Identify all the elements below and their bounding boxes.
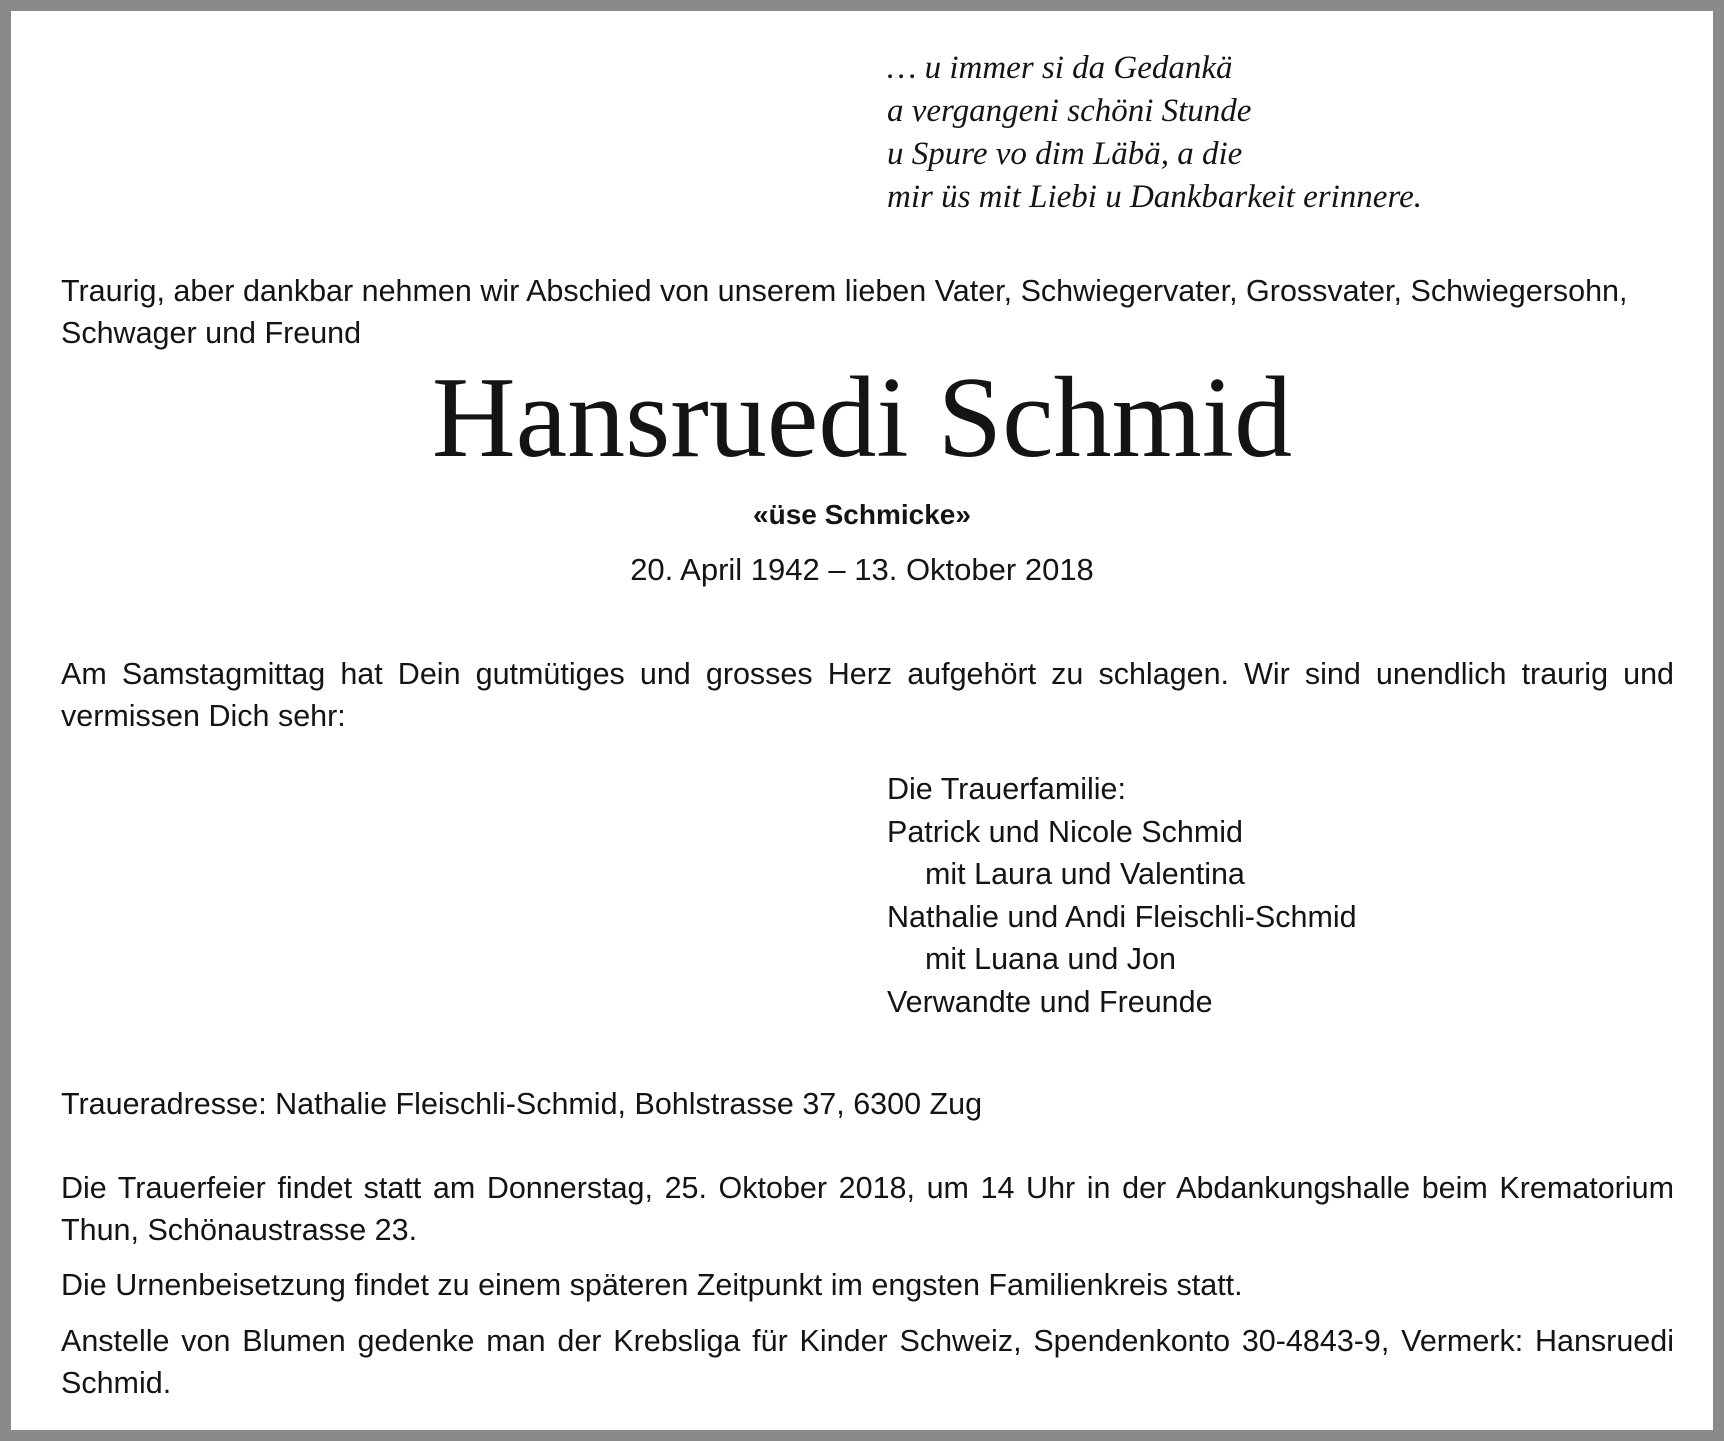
donation-info: Anstelle von Blumen gedenke man der Krebsliga für Kinder Schweiz, Spendenkonto 30-4843-9, Vermerk: Hansruedi Schmid. — [61, 1324, 1674, 1400]
family-member: mit Laura und Valentina — [925, 857, 1245, 891]
intro-text: Traurig, aber dankbar nehmen wir Abschied von unserem lieben Vater, Schwiegervater, Grossvater, Schwiegersohn, Schwager und Freund — [61, 274, 1628, 350]
obituary-page — [11, 11, 1713, 1430]
poem-line: a vergangeni schöni Stunde — [887, 93, 1252, 129]
life-dates: 20. April 1942 – 13. Oktober 2018 — [630, 552, 1094, 587]
burial-info: Die Urnenbeisetzung findet zu einem späteren Zeitpunkt im engsten Familienkreis statt. — [61, 1268, 1243, 1302]
family-member: mit Luana und Jon — [925, 942, 1176, 976]
poem — [887, 47, 1422, 219]
mourning-family — [887, 768, 1357, 1023]
family-member: Patrick und Nicole Schmid — [887, 814, 1243, 849]
mourning-address: Traueradresse: Nathalie Fleischli-Schmid, Bohlstrasse 37, 6300 Zug — [61, 1087, 983, 1121]
poem-line: mir üs mit Liebi u Dankbarkeit erinnere. — [887, 179, 1422, 215]
family-member: Nathalie und Andi Fleischli-Schmid — [887, 899, 1357, 934]
poem-line: u Spure vo dim Läbä, a die — [887, 136, 1243, 172]
deceased-nickname: «üse Schmicke» — [753, 499, 971, 530]
ceremony-info: Die Trauerfeier findet statt am Donnerstag, 25. Oktober 2018, um 14 Uhr in der Abdankungshalle beim Krematorium Thun, Schönaustrasse 23. — [61, 1171, 1674, 1247]
family-member: Verwandte und Freunde — [887, 984, 1213, 1019]
family-heading: Die Trauerfamilie: — [887, 772, 1126, 806]
message-text: Am Samstagmittag hat Dein gutmütiges und grosses Herz aufgehört zu schlagen. Wir sind unendlich traurig und vermissen Dich sehr: — [61, 657, 1674, 733]
deceased-name: Hansruedi Schmid — [431, 354, 1293, 482]
poem-line: … u immer si da Gedankä — [887, 50, 1233, 86]
